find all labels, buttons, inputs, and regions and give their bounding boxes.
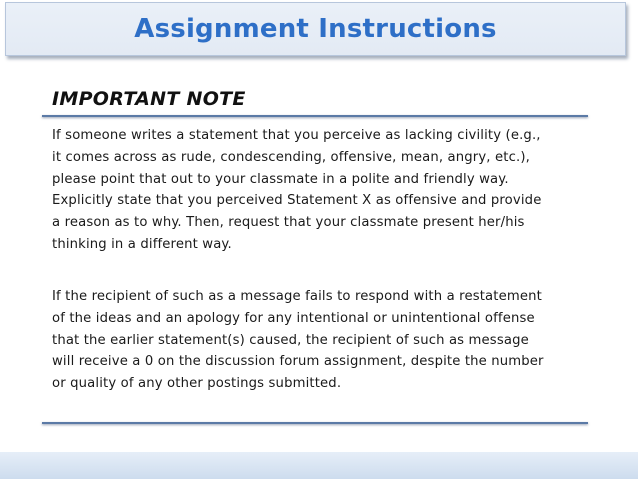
footer-band	[0, 452, 638, 479]
paragraph-line: it comes across as rude, condescending, offensive, mean, angry, etc.),	[52, 149, 530, 165]
title-box	[5, 2, 626, 56]
paragraph-line: please point that out to your classmate in a polite and friendly way.	[52, 171, 509, 187]
paragraph-line: that the earlier statement(s) caused, the recipient of such as message	[52, 332, 529, 348]
paragraph-line: will receive a 0 on the discussion forum assignment, despite the number	[52, 354, 544, 370]
bottom-divider	[42, 422, 588, 424]
slide-title: Assignment Instructions	[134, 14, 497, 44]
paragraph-line: If the recipient of such as a message fails to respond with a restatement	[52, 289, 542, 304]
paragraph-line: Explicitly state that you perceived Statement X as offensive and provide	[52, 193, 542, 209]
paragraph-line: thinking in a different way.	[52, 236, 232, 252]
paragraph-line: of the ideas and an apology for any intentional or unintentional offense	[52, 310, 535, 326]
paragraph-2	[52, 286, 592, 395]
paragraph-line: or quality of any other postings submitted.	[52, 376, 342, 392]
paragraph-line: a reason as to why. Then, request that your classmate present her/his	[52, 215, 525, 231]
paragraph-1	[52, 125, 592, 256]
paragraph-line: If someone writes a statement that you perceive as lacking civility (e.g.,	[52, 128, 541, 143]
section-heading: IMPORTANT NOTE	[52, 88, 246, 110]
heading-divider	[42, 115, 588, 117]
